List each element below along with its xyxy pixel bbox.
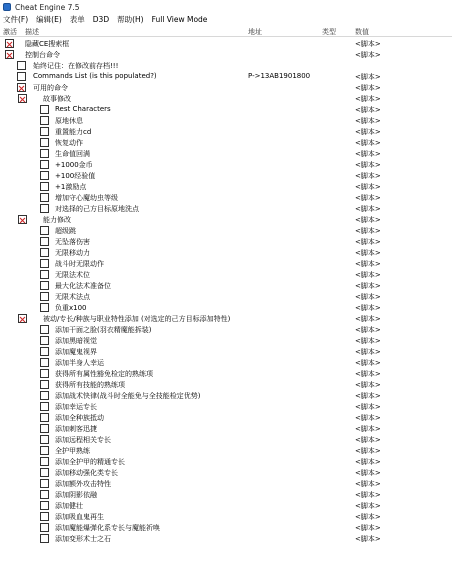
active-checkbox[interactable] [40,424,49,433]
row-description: 添加魔能爆弹化系专长与魔能祈唤 [55,524,160,532]
active-checkbox[interactable] [40,490,49,499]
row-value[interactable]: <脚本> [355,469,381,477]
col-active[interactable]: 激活 [3,28,17,36]
menu-d3d[interactable]: D3D [92,15,110,24]
menu-table[interactable]: 表单 [69,15,85,24]
row-description: 添加全护甲的精通专长 [55,458,125,466]
menu-edit[interactable]: 编辑(E) [36,15,62,24]
table-row[interactable] [0,489,452,500]
row-description: 超级跳 [55,227,76,235]
table-row[interactable] [0,82,452,93]
active-checkbox[interactable] [5,39,14,48]
row-description: 对选择的己方目标原地洗点 [55,205,139,213]
table-row[interactable] [0,203,452,214]
table-row[interactable] [0,137,452,148]
menu-full-view-mode[interactable]: Full View Mode [151,15,208,24]
row-value[interactable]: <脚本> [355,480,381,488]
row-description: 重置能力cd [55,128,92,136]
row-description: 添加移动强化类专长 [55,469,118,477]
table-row[interactable] [0,49,452,60]
active-checkbox[interactable] [40,380,49,389]
active-checkbox[interactable] [18,215,27,224]
row-description: 能力修改 [43,216,71,224]
active-checkbox[interactable] [40,149,49,158]
table-row[interactable] [0,379,452,390]
row-description: 全护甲熟练 [55,447,90,455]
active-checkbox[interactable] [40,160,49,169]
row-description: 添加阴影依融 [55,491,97,499]
row-value[interactable]: <脚本> [355,139,381,147]
active-checkbox[interactable] [40,270,49,279]
row-description: 添加额外攻击特性 [55,480,111,488]
row-description: 隐藏CE搜索框 [25,40,70,48]
column-header [0,27,452,37]
table-row[interactable] [0,159,452,170]
row-value[interactable]: <脚本> [355,392,381,400]
active-checkbox[interactable] [40,281,49,290]
active-checkbox[interactable] [40,501,49,510]
table-row[interactable] [0,467,452,478]
row-value[interactable]: <脚本> [355,436,381,444]
row-value[interactable]: <脚本> [355,282,381,290]
table-row[interactable] [0,445,452,456]
table-row[interactable] [0,291,452,302]
table-row[interactable] [0,478,452,489]
table-row[interactable] [0,93,452,104]
row-description: 添加魔鬼视界 [55,348,97,356]
table-row[interactable] [0,302,452,313]
active-checkbox[interactable] [18,94,27,103]
col-description[interactable]: 描述 [25,28,39,36]
col-address[interactable]: 地址 [248,28,262,36]
row-description: 故事修改 [43,95,71,103]
active-checkbox[interactable] [40,391,49,400]
menu-help[interactable]: 帮助(H) [117,15,144,24]
table-row[interactable] [0,258,452,269]
row-description: 战斗时无限动作 [55,260,104,268]
row-value[interactable]: <脚本> [355,458,381,466]
table-row[interactable] [0,390,452,401]
row-description: 添加黑暗视觉 [55,337,97,345]
row-description: 获得所有属性豁免检定的熟练项 [55,370,153,378]
active-checkbox[interactable] [40,347,49,356]
row-value[interactable]: <脚本> [355,216,381,224]
table-row[interactable] [0,434,452,445]
active-checkbox[interactable] [40,303,49,312]
active-checkbox[interactable] [40,325,49,334]
row-value[interactable]: <脚本> [355,117,381,125]
active-checkbox[interactable] [17,61,26,70]
row-value[interactable]: <脚本> [355,128,381,136]
table-row[interactable] [0,412,452,423]
row-value[interactable]: <脚本> [355,260,381,268]
menu-file[interactable]: 文件(F) [3,15,29,24]
menu-bar [0,14,452,25]
row-description: 控制台命令 [25,51,60,59]
table-row[interactable] [0,456,452,467]
row-description: 负重x100 [55,304,87,312]
table-row[interactable] [0,148,452,159]
table-row[interactable] [0,313,452,324]
row-value[interactable]: <脚本> [355,40,381,48]
row-description: 增加守心魔幼虫等级 [55,194,118,202]
row-description: +1000金币 [55,161,93,169]
table-row[interactable] [0,225,452,236]
row-value[interactable]: <脚本> [355,359,381,367]
table-row[interactable] [0,346,452,357]
active-checkbox[interactable] [18,314,27,323]
row-description: +100经验值 [55,172,96,180]
row-value[interactable]: <脚本> [355,524,381,532]
table-row[interactable] [0,170,452,181]
row-value[interactable]: <脚本> [355,161,381,169]
row-description: 添加吸血鬼再生 [55,513,104,521]
active-checkbox[interactable] [40,468,49,477]
table-row[interactable] [0,500,452,511]
table-row[interactable] [0,181,452,192]
active-checkbox[interactable] [40,182,49,191]
table-row[interactable] [0,214,452,225]
active-checkbox[interactable] [40,259,49,268]
active-checkbox[interactable] [17,83,26,92]
row-value[interactable]: <脚本> [355,381,381,389]
row-value[interactable]: <脚本> [355,414,381,422]
table-row[interactable] [0,423,452,434]
active-checkbox[interactable] [40,248,49,257]
row-value[interactable]: <脚本> [355,183,381,191]
row-value[interactable]: <脚本> [355,447,381,455]
table-row[interactable] [0,104,452,115]
active-checkbox[interactable] [40,479,49,488]
active-checkbox[interactable] [40,435,49,444]
active-checkbox[interactable] [40,292,49,301]
active-checkbox[interactable] [40,193,49,202]
table-row[interactable] [0,522,452,533]
row-value[interactable]: <脚本> [355,271,381,279]
table-row[interactable] [0,126,452,137]
active-checkbox[interactable] [5,50,14,59]
row-description: 可用的命令 [33,84,68,92]
title-bar [0,0,452,14]
row-description: 生命值回满 [55,150,90,158]
active-checkbox[interactable] [40,457,49,466]
row-value[interactable]: <脚本> [355,95,381,103]
row-value[interactable]: <脚本> [355,315,381,323]
table-row[interactable] [0,335,452,346]
cheat-engine-icon [3,3,11,11]
table-row[interactable] [0,269,452,280]
row-value[interactable]: <脚本> [355,370,381,378]
active-checkbox[interactable] [40,237,49,246]
row-description: 无限法术位 [55,271,90,279]
active-checkbox[interactable] [40,116,49,125]
active-checkbox[interactable] [40,369,49,378]
row-value[interactable]: <脚本> [355,227,381,235]
table-row[interactable] [0,192,452,203]
table-row[interactable] [0,357,452,368]
row-description: +1激励点 [55,183,87,191]
row-value[interactable]: <脚本> [355,502,381,510]
row-description: Commands List (is this populated?) [33,72,157,80]
table-row[interactable] [0,368,452,379]
active-checkbox[interactable] [40,171,49,180]
table-row[interactable] [0,511,452,522]
col-type[interactable]: 类型 [322,28,336,36]
cheat-table-list[interactable] [0,38,452,562]
active-checkbox[interactable] [40,413,49,422]
row-value[interactable]: <脚本> [355,238,381,246]
table-row[interactable] [0,236,452,247]
row-description: 无限移动力 [55,249,90,257]
active-checkbox[interactable] [40,336,49,345]
row-description: Rest Characters [55,105,111,113]
row-value[interactable]: <脚本> [355,425,381,433]
row-description: 始终记住：在修改前存档!!! [33,62,119,70]
window-title: Cheat Engine 7.5 [15,2,80,12]
row-description: 添加半身人幸运 [55,359,104,367]
active-checkbox[interactable] [40,358,49,367]
row-description: 无限术法点 [55,293,90,301]
row-value[interactable]: <脚本> [355,348,381,356]
active-checkbox[interactable] [40,512,49,521]
row-value[interactable]: <脚本> [355,304,381,312]
row-value[interactable]: <脚本> [355,106,381,114]
col-value[interactable]: 数值 [355,28,369,36]
row-value[interactable]: <脚本> [355,194,381,202]
row-description: 添加战术快律(战斗时全能免与全技能检定优势) [55,392,201,400]
table-row[interactable] [0,533,452,544]
row-description: 原地休息 [55,117,83,125]
row-value[interactable]: <脚本> [355,249,381,257]
row-value[interactable]: <脚本> [355,513,381,521]
row-value[interactable]: <脚本> [355,51,381,59]
row-value[interactable]: <脚本> [355,205,381,213]
row-description: 添加幸运专长 [55,403,97,411]
active-checkbox[interactable] [40,105,49,114]
active-checkbox[interactable] [40,402,49,411]
active-checkbox[interactable] [40,523,49,532]
row-description: 添加变形术士之石 [55,535,111,543]
row-value[interactable]: <脚本> [355,535,381,543]
row-description: 添加干面之脸(羽衣精魔能拆装) [55,326,152,334]
table-row[interactable] [0,60,452,71]
row-value[interactable]: <脚本> [355,84,381,92]
row-value[interactable]: <脚本> [355,73,381,81]
row-description: 恢复动作 [55,139,83,147]
row-description: 获得所有技能的熟练项 [55,381,125,389]
table-row[interactable] [0,247,452,258]
row-description: 添加远程相关专长 [55,436,111,444]
row-value[interactable]: <脚本> [355,326,381,334]
table-row[interactable] [0,115,452,126]
active-checkbox[interactable] [40,204,49,213]
active-checkbox[interactable] [17,72,26,81]
table-row[interactable] [0,401,452,412]
row-description: 无坠落伤害 [55,238,90,246]
row-description: 最大化法术准备位 [55,282,111,290]
row-description: 添加全种族抵动 [55,414,104,422]
row-value[interactable]: <脚本> [355,172,381,180]
active-checkbox[interactable] [40,446,49,455]
row-address: P->13AB1901800 [248,72,311,80]
row-description: 添加刺客迅捷 [55,425,97,433]
row-description: 被动/专长/种族与职业特性添加 (对选定的己方目标添加特性) [43,315,231,323]
active-checkbox[interactable] [40,534,49,543]
row-value[interactable]: <脚本> [355,293,381,301]
row-value[interactable]: <脚本> [355,403,381,411]
table-row[interactable] [0,38,452,49]
row-value[interactable]: <脚本> [355,491,381,499]
active-checkbox[interactable] [40,127,49,136]
row-value[interactable]: <脚本> [355,150,381,158]
table-row[interactable] [0,324,452,335]
active-checkbox[interactable] [40,226,49,235]
table-row[interactable] [0,71,452,82]
table-row[interactable] [0,280,452,291]
active-checkbox[interactable] [40,138,49,147]
row-description: 添加健壮 [55,502,83,510]
row-value[interactable]: <脚本> [355,337,381,345]
